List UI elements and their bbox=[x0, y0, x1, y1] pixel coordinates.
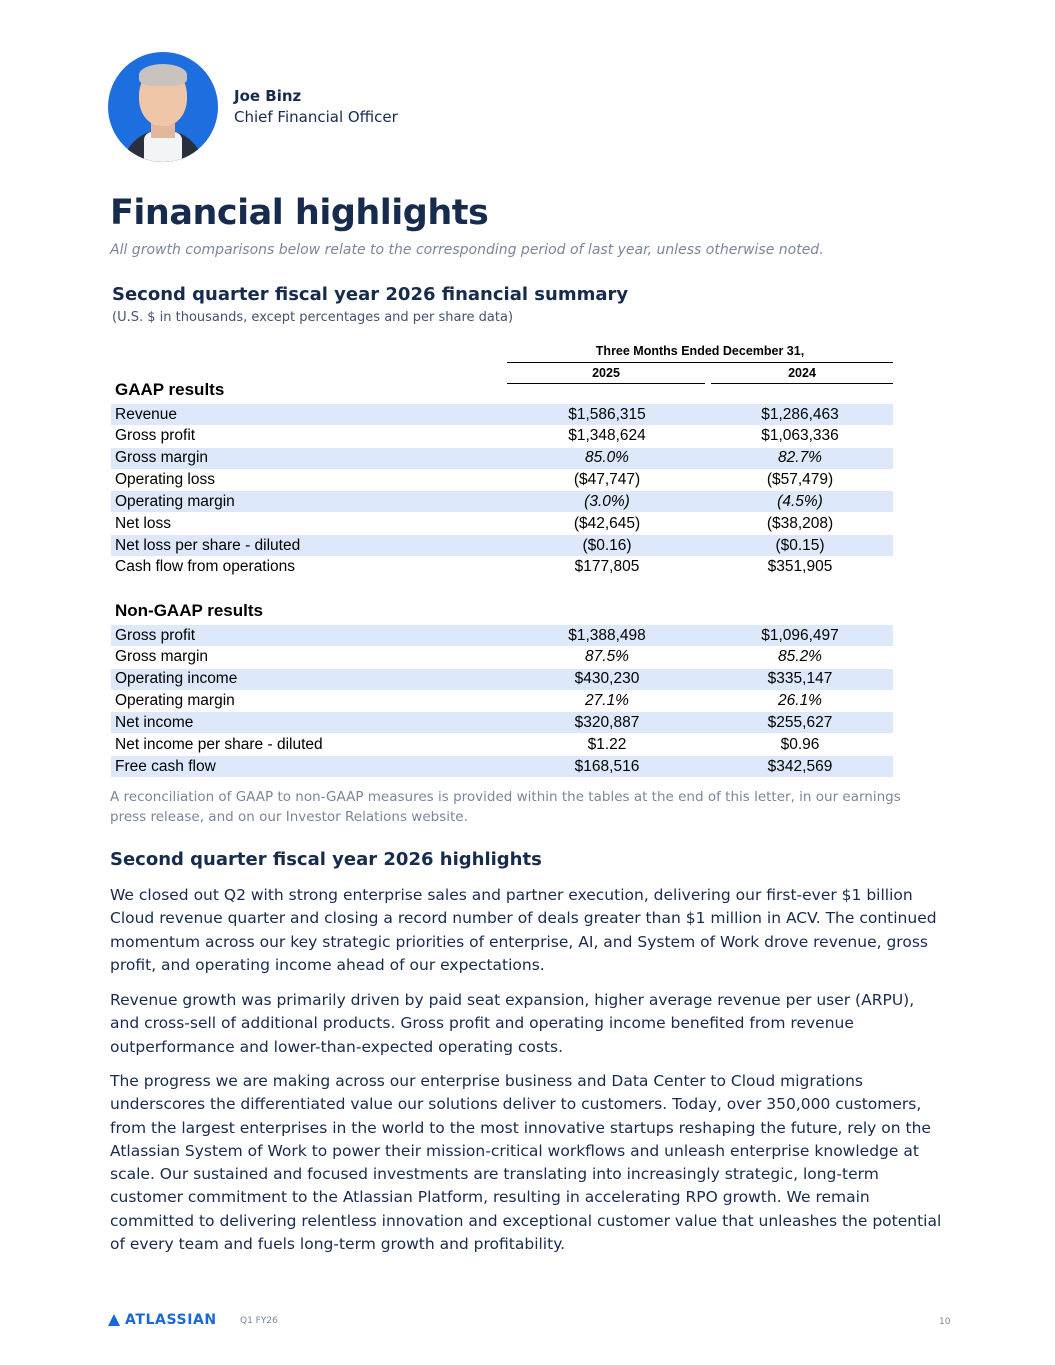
row-label: Net income bbox=[115, 713, 194, 731]
row-label: Gross profit bbox=[115, 626, 196, 644]
value-2024: 26.1% bbox=[778, 692, 822, 710]
value-2024: ($38,208) bbox=[766, 514, 834, 532]
row-label: Revenue bbox=[115, 405, 178, 423]
value-2024: (4.5%) bbox=[777, 492, 823, 510]
value-2024: $342,569 bbox=[767, 757, 833, 775]
row-label: Gross margin bbox=[115, 648, 209, 666]
value-2024: $1,063,336 bbox=[761, 427, 839, 445]
value-2025: $320,887 bbox=[574, 713, 640, 731]
nongaap-heading: Non-GAAP results bbox=[115, 601, 263, 620]
page-title: Financial highlights bbox=[110, 193, 489, 233]
row-label: Operating margin bbox=[115, 492, 235, 510]
highlights-paragraph: We closed out Q2 with strong enterprise sales and partner execution, delivering our first-ever $1 billion Cloud revenue quarter and closing a record number of deals greater than $1 million in ACV. The continued momentum across our key strategic priorities of enterprise, AI, and System of Work drove revenue, gross profit, and operating income ahead of our expectations. bbox=[110, 886, 937, 974]
value-2024: $0.96 bbox=[780, 735, 820, 753]
table-row bbox=[111, 625, 893, 646]
summary-title: Second quarter fiscal year 2026 financial summary bbox=[112, 284, 629, 305]
author-avatar bbox=[108, 52, 218, 162]
table-row bbox=[111, 426, 893, 447]
summary-subtitle: (U.S. $ in thousands, except percentages and per share data) bbox=[112, 310, 514, 325]
year-header-2025: 2025 bbox=[507, 366, 705, 384]
highlights-paragraph: Revenue growth was primarily driven by paid seat expansion, higher average revenue per user (ARPU), and cross-sell of additional products. Gross profit and operating income benefited from revenue outperformance and lower-than-expected operating costs. bbox=[110, 991, 915, 1056]
author-block bbox=[108, 52, 398, 162]
value-2024: $255,627 bbox=[767, 713, 833, 731]
row-label: Gross profit bbox=[115, 427, 196, 445]
gaap-heading: GAAP results bbox=[115, 380, 225, 399]
atlassian-logo bbox=[108, 1312, 217, 1328]
reconciliation-note: A reconciliation of GAAP to non-GAAP measures is provided within the tables at the end of this letter, in our earnings press release, and on our Investor Relations website. bbox=[110, 789, 901, 825]
row-label: Net loss bbox=[115, 514, 171, 532]
value-2025: $430,230 bbox=[574, 670, 640, 688]
value-2025: $1,388,498 bbox=[568, 626, 646, 644]
value-2025: $1,348,624 bbox=[568, 427, 646, 445]
row-label: Free cash flow bbox=[115, 757, 216, 775]
atlassian-logo-icon bbox=[108, 1314, 120, 1326]
table-row bbox=[111, 491, 893, 512]
value-2025: $1,586,315 bbox=[568, 405, 646, 423]
value-2024: $1,286,463 bbox=[761, 405, 839, 423]
value-2024: ($0.15) bbox=[775, 536, 825, 554]
value-2025: 87.5% bbox=[585, 648, 629, 666]
highlights-paragraph: The progress we are making across our enterprise business and Data Center to Cloud migrations underscores the differentiated value our solutions deliver to customers. Today, over 350,000 customers, from the largest enterprises in the world to the most innovative startups reshaping the future, rely on the Atlassian System of Work to power their mission-critical workflows and unleash enterprise knowledge at scale. Our sustained and focused investments are translating into increasingly strategic, long-term customer commitment to the Atlassian Platform, resulting in accelerating RPO growth. We remain committed to delivering relentless innovation and exceptional customer value that unleashes the potential of every team and fuels long-term growth and profitability. bbox=[110, 1072, 942, 1254]
table-row bbox=[111, 756, 893, 777]
value-2024: $351,905 bbox=[767, 558, 833, 576]
table-row bbox=[111, 734, 893, 755]
table-row bbox=[111, 712, 893, 733]
row-label: Cash flow from operations bbox=[115, 558, 296, 576]
value-2025: 27.1% bbox=[585, 692, 629, 710]
value-2024: $335,147 bbox=[767, 670, 833, 688]
footer-period: Q1 FY26 bbox=[240, 1316, 278, 1326]
page-number: 10 bbox=[939, 1317, 951, 1327]
table-row bbox=[111, 448, 893, 469]
value-2025: $168,516 bbox=[574, 757, 640, 775]
row-label: Net income per share - diluted bbox=[115, 735, 323, 753]
table-row bbox=[111, 691, 893, 712]
table-row bbox=[111, 404, 893, 425]
year-header-2024: 2024 bbox=[711, 366, 893, 384]
row-label: Operating margin bbox=[115, 692, 235, 710]
table-row bbox=[111, 535, 893, 556]
value-2024: $1,096,497 bbox=[761, 626, 839, 644]
table-row bbox=[111, 669, 893, 690]
value-2025: $1.22 bbox=[587, 735, 627, 753]
brand-name: ATLASSIAN bbox=[125, 1312, 217, 1328]
value-2025: ($42,645) bbox=[573, 514, 641, 532]
value-2025: ($0.16) bbox=[582, 536, 632, 554]
value-2025: ($47,747) bbox=[573, 471, 641, 489]
author-role: Chief Financial Officer bbox=[234, 108, 398, 126]
value-2024: 85.2% bbox=[778, 648, 822, 666]
value-2024: ($57,479) bbox=[766, 471, 834, 489]
subtitle-note: All growth comparisons below relate to the corresponding period of last year, unless otherwise noted. bbox=[110, 242, 824, 258]
table-row bbox=[111, 557, 893, 578]
row-label: Operating income bbox=[115, 670, 238, 688]
row-label: Gross margin bbox=[115, 449, 209, 467]
value-2024: 82.7% bbox=[778, 449, 822, 467]
row-label: Net loss per share - diluted bbox=[115, 536, 301, 554]
value-2025: $177,805 bbox=[574, 558, 640, 576]
table-row bbox=[111, 470, 893, 491]
period-header: Three Months Ended December 31, bbox=[507, 344, 893, 363]
table-row bbox=[111, 647, 893, 668]
table-row bbox=[111, 513, 893, 534]
row-label: Operating loss bbox=[115, 471, 215, 489]
highlights-title: Second quarter fiscal year 2026 highlights bbox=[110, 849, 542, 870]
value-2025: (3.0%) bbox=[584, 492, 630, 510]
value-2025: 85.0% bbox=[585, 449, 629, 467]
author-name: Joe Binz bbox=[234, 87, 302, 105]
